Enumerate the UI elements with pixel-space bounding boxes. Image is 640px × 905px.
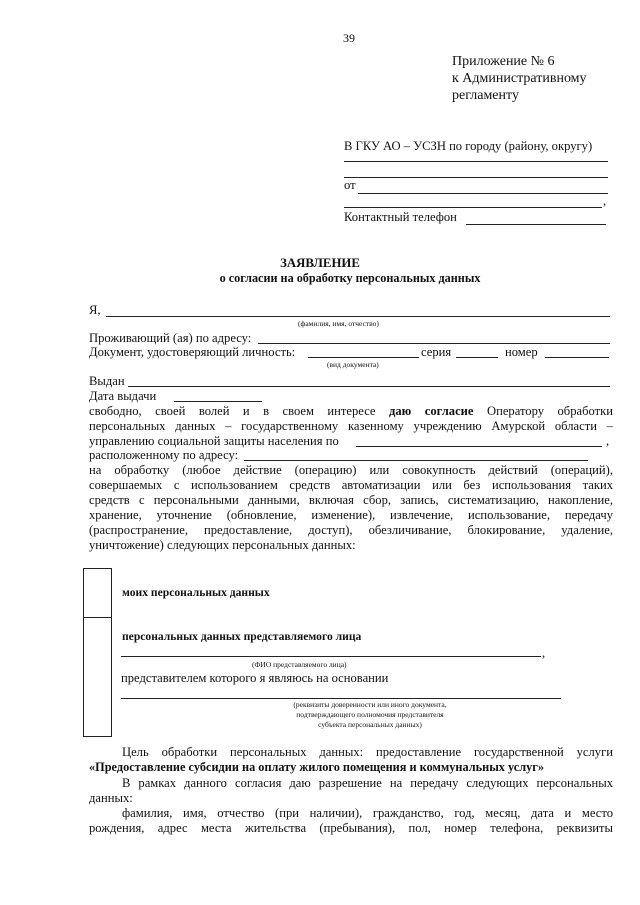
basis-field[interactable]: [121, 698, 561, 699]
from-field[interactable]: [358, 193, 608, 194]
page-number: 39: [343, 31, 355, 45]
consent-line-10: уничтожение) следующих персональных данных:: [89, 538, 356, 552]
phone-label: Контактный телефон: [344, 210, 457, 224]
purpose-line-6: рождения, адрес места жительства (пребывания), пол, номер телефона, реквизиты: [89, 821, 613, 835]
issue-date-label: Дата выдачи: [89, 389, 157, 403]
addressee-to: В ГКУ АО – УСЗН по городу (району, округу): [344, 139, 593, 153]
consent-bold: даю согласие: [389, 404, 474, 418]
consent-line-5: на обработку (любое действие (операцию) или совокупность действий (операций),: [89, 463, 613, 477]
appendix-line-1: Приложение № 6: [452, 54, 555, 69]
i-label: Я,: [89, 303, 101, 317]
consent-line-8: хранение, уточнение (обновление, изменение), извлечение, использование, передачу: [89, 508, 613, 522]
document-label: Документ, удостоверяющий личность:: [89, 345, 296, 359]
district-field[interactable]: [356, 446, 602, 447]
represented-data-checkbox[interactable]: [83, 617, 112, 737]
issued-label: Выдан: [89, 374, 125, 388]
operator-address-field[interactable]: [244, 460, 588, 461]
from-field-line-2[interactable]: [344, 207, 602, 208]
document-type-hint: (вид документа): [327, 360, 379, 369]
issued-field[interactable]: [128, 386, 610, 387]
series-field[interactable]: [456, 357, 498, 358]
represented-comma: ,: [542, 646, 546, 660]
represented-fio-hint: (ФИО представляемого лица): [252, 660, 347, 669]
document-title: ЗАЯВЛЕНИЕ: [280, 256, 360, 270]
service-name: «Предоставление субсидии на оплату жилого помещения и коммунальных услуг»: [89, 760, 545, 774]
series-label: серия: [421, 345, 452, 359]
number-field[interactable]: [545, 357, 609, 358]
from-label: от: [344, 178, 356, 192]
fio-hint: (фамилия, имя, отчество): [298, 319, 379, 328]
purpose-line-4: данных:: [89, 791, 133, 805]
addressee-line-2[interactable]: [344, 177, 608, 178]
from-comma: ,: [603, 194, 607, 208]
basis-hint-1: (реквизиты доверенности или иного документа,: [293, 700, 447, 709]
consent-line-2: персональных данных – государственному казенному учреждению Амурской области –: [89, 419, 613, 433]
basis-label: представителем которого я являюсь на основании: [121, 671, 389, 685]
basis-hint-2: подтверждающего полномочия представителя: [296, 710, 444, 719]
appendix-line-2: к Административному: [452, 71, 587, 86]
document-type-field[interactable]: [308, 357, 419, 358]
appendix-line-3: регламенту: [452, 88, 519, 103]
own-data-checkbox[interactable]: [83, 568, 112, 619]
consent-line-3-comma: ,: [606, 434, 610, 448]
fio-field[interactable]: [106, 316, 610, 317]
represented-fio-field[interactable]: [121, 656, 541, 657]
consent-line-3: управлению социальной защиты населения по: [89, 434, 339, 448]
residence-field[interactable]: [258, 343, 610, 344]
purpose-line-3: В рамках данного согласия даю разрешение на передачу следующих персональных: [122, 776, 613, 790]
document-subtitle: о согласии на обработку персональных данных: [219, 271, 481, 285]
consent-line-7: средств с персональными данными, включая сбор, запись, систематизацию, накопление,: [89, 493, 613, 507]
consent-line-9: (распространение, предоставление, доступ), обезличивание, блокирование, удаление,: [89, 523, 613, 537]
own-data-label: моих персональных данных: [122, 586, 270, 599]
addressee-line-1[interactable]: [344, 161, 608, 162]
consent-line-6: совершаемых с использованием средств автоматизации или без использования таких: [89, 478, 613, 492]
basis-hint-3: субъекта персональных данных): [318, 720, 422, 729]
phone-field[interactable]: [466, 224, 606, 225]
residence-label: Проживающий (ая) по адресу:: [89, 331, 252, 345]
issue-date-field[interactable]: [174, 401, 262, 402]
represented-data-label: персональных данных представляемого лица: [122, 630, 362, 643]
number-label: номер: [505, 345, 538, 359]
consent-line-1: свободно, своей волей и в своем интересе даю согласие Оператору обработки: [89, 404, 613, 418]
purpose-line-5: фамилия, имя, отчество (при наличии), гражданство, год, месяц, дата и место: [122, 806, 613, 820]
purpose-line-1: Цель обработки персональных данных: предоставление государственной услуги: [122, 745, 613, 759]
consent-line-4: расположенному по адресу:: [89, 448, 239, 462]
